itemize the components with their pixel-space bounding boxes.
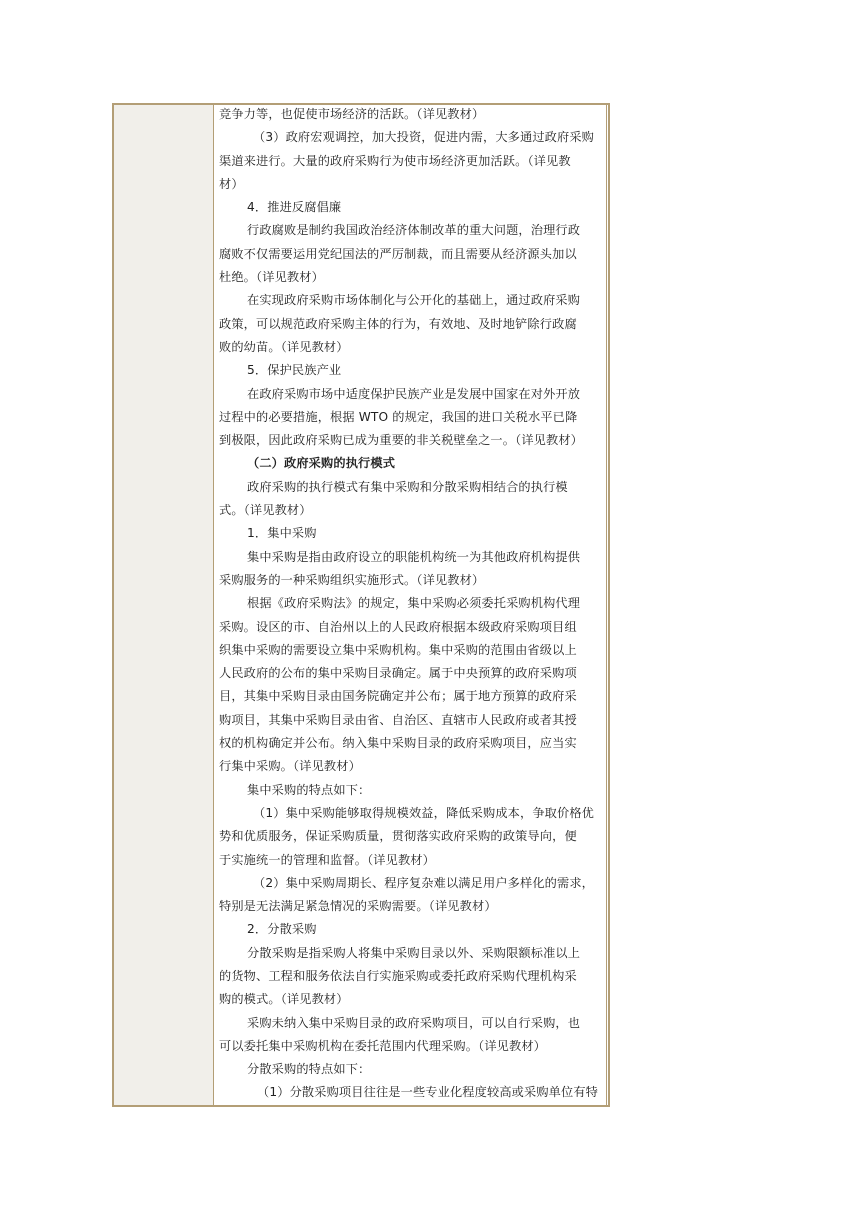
text-line: 杜绝。（详见教材） — [219, 270, 324, 285]
text-line: 4．推进反腐倡廉 — [247, 200, 342, 215]
table-left-column — [114, 105, 214, 1105]
text-line: 式。（详见教材） — [219, 503, 312, 518]
text-line: 政策，可以规范政府采购主体的行为，有效地、及时地铲除行政腐 — [219, 316, 577, 331]
text-line: 势和优质服务，保证采购质量，贯彻落实政府采购的政策导向，便 — [219, 829, 577, 844]
text-line: 5．保护民族产业 — [247, 363, 342, 378]
text-line: 在实现政府采购市场体制化与公开化的基础上，通过政府采购 — [247, 293, 581, 308]
text-line: 集中采购是指由政府设立的职能机构统一为其他政府机构提供 — [247, 549, 581, 564]
table-right-column-divider — [606, 103, 607, 1107]
text-line: 采购。设区的市、自治州以上的人民政府根据本级政府采购项目组 — [219, 619, 577, 634]
text-line: 人民政府的公布的集中采购目录确定。属于中央预算的政府采购项 — [219, 666, 577, 681]
text-line: 采购服务的一种采购组织实施形式。（详见教材） — [219, 572, 485, 587]
text-line: 渠道来进行。大量的政府采购行为使市场经济更加活跃。（详见教 — [219, 153, 571, 168]
text-line: 织集中采购的需要设立集中采购机构。集中采购的范围由省级以上 — [219, 642, 577, 657]
text-line: （1）集中采购能够取得规模效益，降低采购成本，争取价格优 — [253, 805, 595, 820]
text-line: 1．集中采购 — [247, 526, 317, 541]
text-line: 行政腐败是制约我国政治经济体制改革的重大问题，治理行政 — [247, 223, 581, 238]
text-line: 于实施统一的管理和监督。（详见教材） — [219, 852, 435, 867]
text-line: 2．分散采购 — [247, 922, 317, 937]
text-line: 行集中采购。（详见教材） — [219, 759, 361, 774]
section-heading: （二）政府采购的执行模式 — [247, 456, 396, 471]
text-line: 败的幼苗。（详见教材） — [219, 339, 349, 354]
text-line: （2）集中采购周期长、程序复杂难以满足用户多样化的需求， — [253, 875, 595, 890]
text-line: （3）政府宏观调控，加大投资，促进内需，大多通过政府采购 — [253, 130, 595, 145]
text-line: 分散采购的特点如下： — [247, 1062, 371, 1077]
text-line: 在政府采购市场中适度保护民族产业是发展中国家在对外开放 — [247, 386, 581, 401]
text-line: 可以委托集中采购机构在委托范围内代理采购。（详见教材） — [219, 1038, 547, 1053]
text-line: 竞争力等，也促使市场经济的活跃。（详见教材） — [219, 107, 485, 121]
text-line: 根据《政府采购法》的规定，集中采购必须委托采购机构代理 — [247, 596, 581, 611]
text-line: 特别是无法满足紧急情况的采购需要。（详见教材） — [219, 899, 497, 914]
text-line: 集中采购的特点如下： — [247, 782, 371, 797]
text-line: 腐败不仅需要运用党纪国法的严厉制裁，而且需要从经济源头加以 — [219, 246, 577, 261]
text-line: 到极限，因此政府采购已成为重要的非关税壁垒之一。（详见教材） — [219, 433, 584, 448]
text-line: 材） — [219, 176, 244, 191]
text-line: 权的机构确定并公布。纳入集中采购目录的政府采购项目，应当实 — [219, 736, 577, 751]
text-line: 采购未纳入集中采购目录的政府采购项目，可以自行采购，也 — [247, 1015, 581, 1030]
text-line: 购项目，其集中采购目录由省、自治区、直辖市人民政府或者其授 — [219, 712, 577, 727]
document-body — [219, 103, 603, 1107]
text-line: 政府采购的执行模式有集中采购和分散采购相结合的执行模 — [247, 479, 568, 494]
text-line: 目，其集中采购目录由国务院确定并公布；属于地方预算的政府采 — [219, 689, 577, 704]
text-line: （1）分散采购项目往往是一些专业化程度较高或采购单位有特 — [257, 1085, 599, 1100]
text-line: 分散采购是指采购人将集中采购目录以外、采购限额标准以上 — [247, 945, 581, 960]
text-line: 过程中的必要措施，根据 WTO 的规定，我国的进口关税水平已降 — [219, 409, 578, 424]
text-line: 购的模式。（详见教材） — [219, 992, 349, 1007]
text-line: 的货物、工程和服务依法自行实施采购或委托政府采购代理机构采 — [219, 968, 577, 983]
